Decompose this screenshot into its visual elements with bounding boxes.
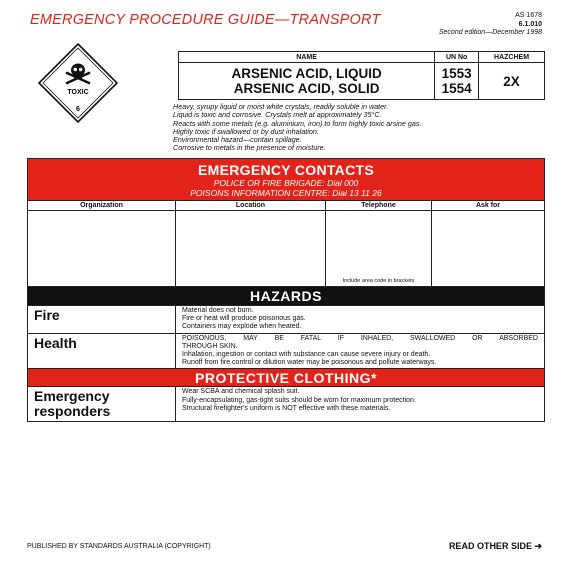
fire-line: Fire or heat will produce poisonous gas. bbox=[182, 315, 306, 323]
hazards-section bbox=[27, 286, 545, 422]
guide-number: 6.1.010 bbox=[518, 20, 542, 28]
description-line: Liquid is toxic and corrosive. Crystals melt at approximately 35°C. bbox=[173, 110, 382, 120]
health-line: Runoff from fire control or dilution water may be poisonous and pollute waterways. bbox=[182, 359, 437, 367]
description-line: Corrosive to metals in the presence of moisture. bbox=[173, 143, 326, 153]
location-column[interactable] bbox=[176, 201, 326, 286]
read-other-side-link[interactable]: READ OTHER SIDE ➜ bbox=[448, 541, 542, 551]
description-line: Heavy, syrupy liquid or moist white crystals, readily soluble in water. bbox=[173, 102, 389, 111]
poisons-contact: POISONS INFORMATION CENTRE: Dial 13 11 26 bbox=[190, 188, 382, 198]
identification-table bbox=[178, 51, 545, 100]
un-number-liquid: 1553 bbox=[441, 66, 472, 81]
fire-line: Containers may explode when heated. bbox=[182, 323, 302, 331]
name-header: NAME bbox=[179, 52, 435, 63]
un-numbers bbox=[435, 63, 479, 100]
hazards-title: HAZARDS bbox=[28, 287, 544, 305]
fire-row bbox=[28, 305, 544, 333]
description-line: Highly toxic if swallowed or by dust inhalation. bbox=[173, 126, 319, 136]
responders-row bbox=[28, 386, 544, 421]
toxic-placard bbox=[38, 43, 118, 123]
standard-code: AS 1678 bbox=[515, 12, 542, 19]
fire-label: Fire bbox=[28, 306, 176, 333]
protective-line: Structural firefighter's uniform is NOT effective with these materials. bbox=[182, 404, 391, 412]
substance-names bbox=[179, 63, 435, 100]
police-fire-contact: POLICE OR FIRE BRIGADE: Dial 000 bbox=[213, 178, 359, 188]
protective-line: Fully-encapsulating, gas-tight suits should be worn for maximum protection. bbox=[182, 396, 416, 404]
protective-line: Wear SCBA and chemical splash suit. bbox=[182, 388, 300, 396]
health-line: POISONOUS, MAY BE FATAL IF INHALED, SWALLOWED OR ABSORBED bbox=[182, 334, 538, 342]
organization-column[interactable] bbox=[28, 201, 176, 286]
ask-for-header: Ask for bbox=[432, 201, 544, 211]
location-header: Location bbox=[176, 201, 325, 211]
ask-for-column[interactable] bbox=[432, 201, 544, 286]
responders-label-line: Emergency bbox=[34, 388, 110, 405]
health-label: Health bbox=[28, 334, 176, 369]
substance-name-solid: ARSENIC ACID, SOLID bbox=[233, 81, 380, 96]
description-line: Environmental hazard—contain spillage. bbox=[173, 135, 302, 145]
edition-text: Second edition—December 1998 bbox=[438, 29, 542, 36]
telephone-note: Include area code in brackets bbox=[342, 278, 415, 284]
publisher-note: PUBLISHED BY STANDARDS AUSTRALIA (COPYRIGHT) bbox=[27, 543, 211, 550]
fire-text bbox=[176, 306, 544, 333]
un-number-solid: 1554 bbox=[441, 81, 472, 96]
health-row bbox=[28, 333, 544, 369]
emergency-contacts-title: EMERGENCY CONTACTS bbox=[197, 162, 374, 178]
description-line: Reacts with some metals (e.g. aluminium, iron) to form highly toxic arsine gas. bbox=[173, 118, 422, 128]
contact-columns bbox=[28, 200, 544, 286]
hazchem-header: HAZCHEM bbox=[479, 52, 545, 63]
standard-info bbox=[439, 12, 542, 38]
guide-title: EMERGENCY PROCEDURE GUIDE—TRANSPORT bbox=[30, 12, 381, 28]
placard-class-number: 6 bbox=[76, 106, 80, 113]
substance-description bbox=[173, 103, 421, 153]
fire-line: Material does not burn. bbox=[182, 307, 254, 314]
health-line: THROUGH SKIN. bbox=[182, 342, 238, 350]
emergency-contacts-header bbox=[28, 159, 544, 200]
responders-label bbox=[28, 387, 176, 421]
emergency-contacts-section bbox=[27, 158, 545, 287]
protective-clothing-title: PROTECTIVE CLOTHING* bbox=[28, 368, 544, 386]
organization-header: Organization bbox=[28, 201, 175, 211]
telephone-header: Telephone bbox=[326, 201, 431, 211]
toxic-diamond-icon bbox=[38, 43, 118, 123]
placard-label: TOXIC bbox=[67, 89, 89, 96]
responders-text bbox=[176, 387, 544, 421]
telephone-column[interactable] bbox=[326, 201, 432, 286]
health-line: Inhalation, ingestion or contact with substance can cause severe injury or death. bbox=[182, 351, 431, 359]
substance-name-liquid: ARSENIC ACID, LIQUID bbox=[231, 66, 382, 81]
health-text bbox=[176, 334, 544, 369]
un-no-header: UN No bbox=[435, 52, 479, 63]
hazchem-code: 2X bbox=[479, 63, 545, 100]
responders-label-line: responders bbox=[34, 403, 111, 420]
